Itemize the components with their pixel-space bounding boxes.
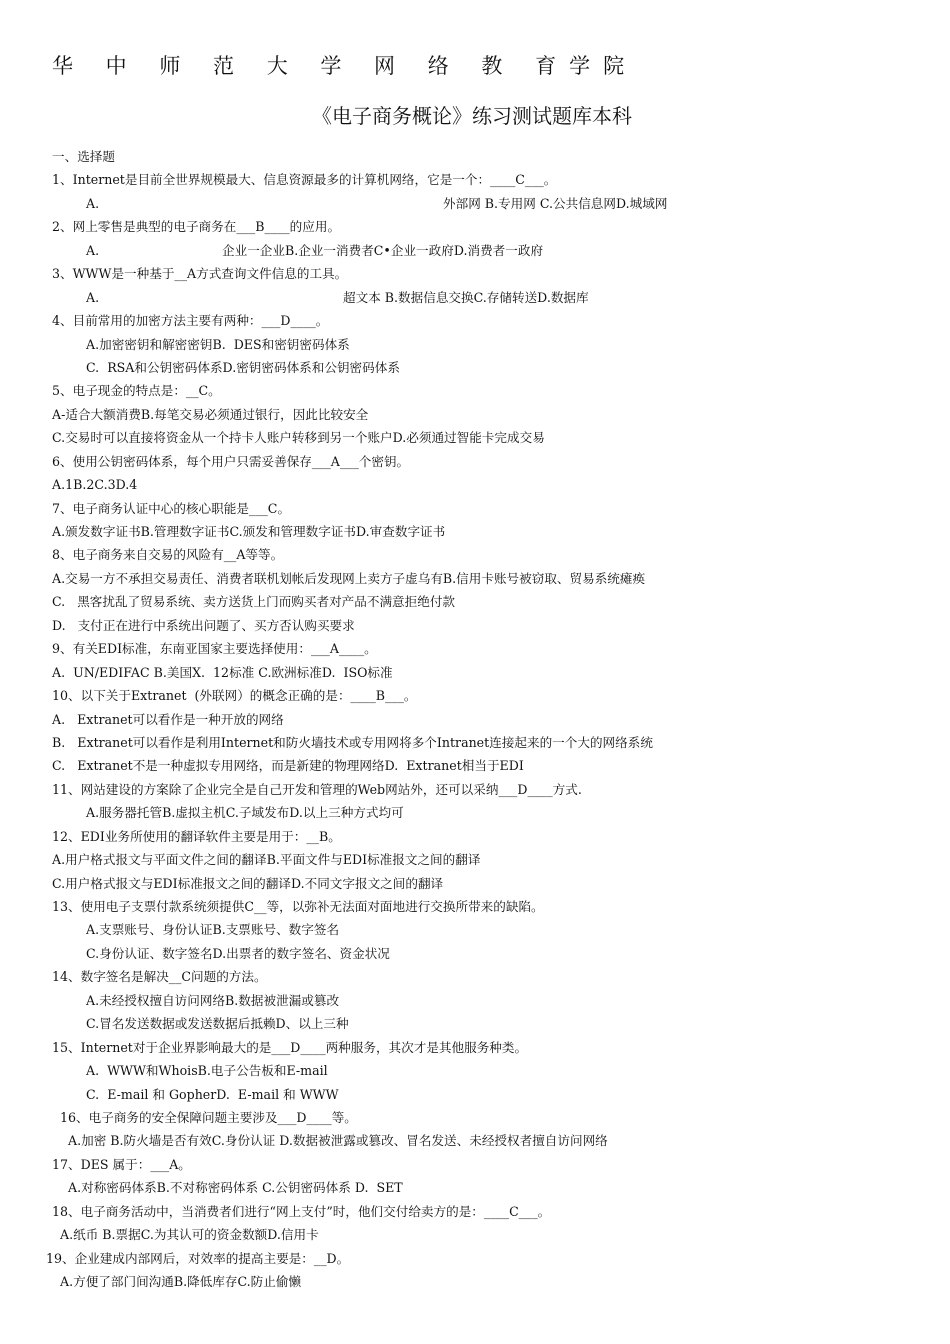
line-text: 7、电子商务认证中心的核心职能是___C。 <box>52 500 291 516</box>
text-line <box>0 1176 950 1199</box>
text-line <box>0 731 950 754</box>
line-text: 11、网站建设的方案除了企业完全是自己开发和管理的Web网站外，还可以采纳___D____方式. <box>52 781 582 797</box>
line-text: 2、网上零售是典型的电子商务在___B____的应用。 <box>52 219 341 235</box>
line-text: A.对称密码体系B.不对称密码体系 C.公钥密码体系 D. SET <box>68 1180 403 1196</box>
text-line <box>0 590 950 613</box>
text-line <box>0 403 950 426</box>
line-text: A.方便了部门间沟通B.降低库存C.防止偷懒 <box>60 1274 302 1289</box>
line-text: A.服务器托管B.虚拟主机C.子域发布D.以上三种方式均可 <box>86 805 404 821</box>
text-line <box>0 379 950 402</box>
line-text: C.身份认证、数字签名D.出票者的数字签名、资金状况 <box>86 945 390 961</box>
text-line <box>0 450 950 473</box>
text-line <box>0 684 950 707</box>
line-text: 15、Internet对于企业界影响最大的是___D____两种服务，其次才是其他服务种类。 <box>52 1039 528 1055</box>
line-text: C. E-mail 和 GopherD. E-mail 和 WWW <box>86 1086 339 1102</box>
text-line <box>0 262 950 285</box>
text-line <box>0 215 950 238</box>
text-line <box>0 333 950 356</box>
option-text: 外部网 B.专用网 C.公共信息网D.城域网 <box>443 195 668 211</box>
text-line <box>0 567 950 590</box>
text-line <box>0 1106 950 1129</box>
text-line <box>0 942 950 965</box>
text-line <box>0 497 950 520</box>
text-line <box>0 309 950 332</box>
line-text: A. UN/EDIFAC B.美国X. 12标准 C.欧洲标准D. ISO标准 <box>52 664 393 680</box>
text-line <box>0 801 950 824</box>
institution-header: 华 中 师 范 大 学 网 络 教 育学院 <box>52 54 638 78</box>
text-line <box>0 848 950 871</box>
text-line <box>0 872 950 895</box>
line-text: 一、选择题 <box>52 149 115 164</box>
text-line <box>0 168 950 191</box>
text-line <box>0 1153 950 1176</box>
line-text: A. Extranet可以看作是一种开放的网络 <box>52 711 284 727</box>
text-line <box>0 965 950 988</box>
line-text: C. RSA和公钥密码体系D.密钥密码体系和公钥密码体系 <box>86 359 400 375</box>
text-line <box>0 989 950 1012</box>
line-text: 19、企业建成内部网后，对效率的提高主要是：__D。 <box>46 1250 350 1266</box>
text-line <box>0 286 950 309</box>
text-line <box>0 708 950 731</box>
line-text: 12、EDI业务所使用的翻译软件主要是用于：__B。 <box>52 828 341 844</box>
text-line <box>0 1036 950 1059</box>
text-line <box>0 1129 950 1152</box>
document-title: 《电子商务概论》练习测试题库本科 <box>312 104 632 128</box>
line-text: A.纸币 B.票据C.为其认可的资金数额D.信用卡 <box>60 1227 319 1243</box>
line-text: 18、电子商务活动中，当消费者们进行“网上支付”时，他们交付给卖方的是：____C___。 <box>52 1203 551 1219</box>
text-line <box>0 1223 950 1246</box>
line-text: 3、WWW是一种基于__A方式查询文件信息的工具。 <box>52 266 348 282</box>
line-text: 1、Internet是目前全世界规模最大、信息资源最多的计算机网络，它是一个：____C___。 <box>52 172 557 188</box>
text-line <box>0 1200 950 1223</box>
line-text: C.交易时可以直接将资金从一个持卡人账户转移到另一个账户D.必须通过智能卡完成交易 <box>52 430 545 446</box>
line-text: 6、使用公钥密码体系，每个用户只需妥善保存___A___个密钥。 <box>52 453 410 469</box>
line-text: 4、目前常用的加密方法主要有两种：___D____。 <box>52 313 329 329</box>
line-text: C. Extranet不是一种虚拟专用网络，而是新建的物理网络D. Extranet相当于EDI <box>52 758 524 774</box>
text-line <box>0 239 950 262</box>
line-text: A. <box>86 242 100 258</box>
text-line <box>0 1059 950 1082</box>
line-text: A.1B.2C.3D.4 <box>52 477 138 493</box>
line-text: B. Extranet可以看作是利用Internet和防火墙技术或专用网将多个Intranet连接起来的一个大的网络系统 <box>52 734 653 750</box>
text-line <box>0 825 950 848</box>
line-text: 8、电子商务来自交易的风险有__A等等。 <box>52 547 284 563</box>
line-text: A-适合大额消费B.每笔交易必须通过银行，因此比较安全 <box>52 406 369 422</box>
text-line <box>0 426 950 449</box>
line-text: 13、使用电子支票付款系统须提供C__等，以弥补无法面对面地进行交换所带来的缺陷。 <box>52 899 544 914</box>
line-text: C.用户格式报文与EDI标准报文之间的翻译D.不同文字报文之间的翻译 <box>52 875 444 891</box>
line-text: 9、有关EDI标准，东南亚国家主要选择使用：___A____。 <box>52 641 377 657</box>
text-line <box>0 1247 950 1270</box>
line-text: A. <box>86 195 100 211</box>
line-text: C.冒名发送数据或发送数据后抵赖D、以上三种 <box>86 1016 349 1032</box>
line-text: 16、电子商务的安全保障问题主要涉及___D____等。 <box>60 1109 357 1125</box>
line-text: A.颁发数字证书B.管理数字证书C.颁发和管理数字证书D.审查数字证书 <box>52 524 446 539</box>
line-text: 5、电子现金的特点是：__C。 <box>52 383 221 399</box>
line-text: A.加密密钥和解密密钥B. DES和密钥密码体系 <box>86 336 350 352</box>
text-line <box>0 192 950 215</box>
line-text: A.加密 B.防火墙是否有效C.身份认证 D.数据被泄露或篡改、冒名发送、未经授权者擅自访问网络 <box>68 1133 608 1149</box>
text-line <box>0 895 950 918</box>
line-text: 10、以下关于Extranet (外联网）的概念正确的是：____B___。 <box>52 688 417 704</box>
line-text: A. WWW和WhoisB.电子公告板和E-mail <box>86 1063 328 1079</box>
line-text: 14、数字签名是解决__C问题的方法。 <box>52 969 267 985</box>
text-line <box>0 473 950 496</box>
line-text: A. <box>86 289 100 305</box>
line-text: C. 黑客扰乱了贸易系统、卖方送货上门而购买者对产品不满意拒绝付款 <box>52 594 456 610</box>
line-text: D. 支付正在进行中系统出问题了、买方否认购买要求 <box>52 617 355 633</box>
text-line <box>0 1012 950 1035</box>
text-line <box>0 778 950 801</box>
line-text: A.未经授权擅自访问网络B.数据被泄漏或篡改 <box>86 992 340 1008</box>
text-line <box>0 754 950 777</box>
text-line <box>0 614 950 637</box>
text-line <box>0 918 950 941</box>
option-text: 企业一企业B.企业一消费者C•企业一政府D.消费者一政府 <box>222 242 544 258</box>
text-line <box>0 145 950 168</box>
question-list <box>0 145 950 1293</box>
line-text: 17、DES 属于：___A。 <box>52 1156 191 1172</box>
text-line <box>0 1270 950 1293</box>
text-line <box>0 661 950 684</box>
option-text: 超文本 B.数据信息交换C.存储转送D.数据库 <box>343 289 589 305</box>
text-line <box>0 637 950 660</box>
text-line <box>0 520 950 543</box>
text-line <box>0 356 950 379</box>
text-line <box>0 1083 950 1106</box>
line-text: A.交易一方不承担交易责任、消费者联机划帐后发现网上卖方子虚乌有B.信用卡账号被窃取、贸易系统瘫痪 <box>52 570 646 586</box>
line-text: A.用户格式报文与平面文件之间的翻译B.平面文件与EDI标准报文之间的翻译 <box>52 852 481 868</box>
text-line <box>0 543 950 566</box>
line-text: A.支票账号、身份认证B.支票账号、数字签名 <box>86 922 340 938</box>
